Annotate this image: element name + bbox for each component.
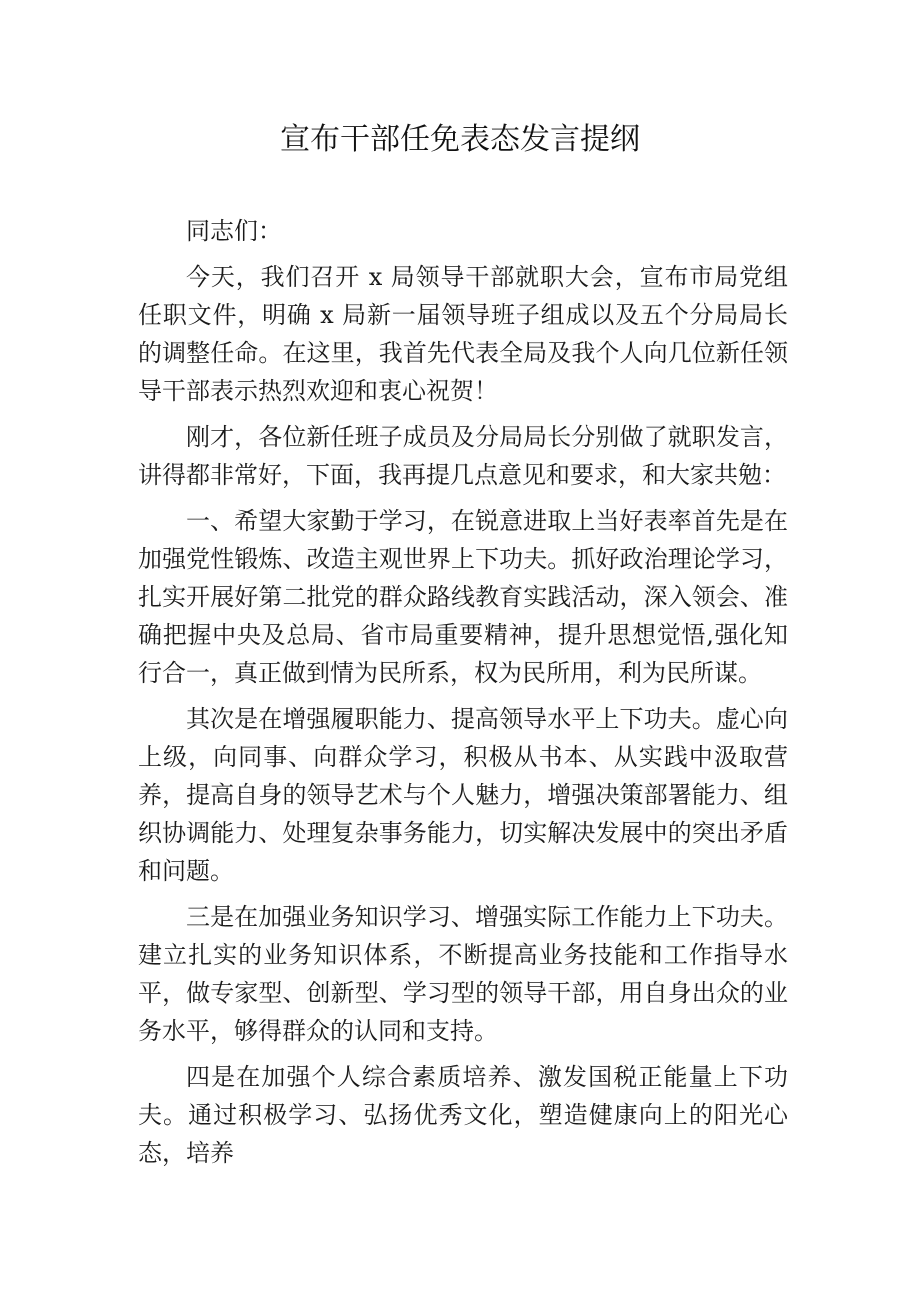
document-title: 宣布干部任免表态发言提纲 — [280, 122, 640, 157]
paragraph-point-three: 三是在加强业务知识学习、增强实际工作能力上下功夫。建立扎实的业务知识体系，不断提高业务技能和工作指导水平，做专家型、创新型、学习型的领导干部，用自身出众的业务水平，够得群众的认同和支持。 — [138, 903, 788, 1045]
paragraph-point-two: 其次是在增强履职能力、提高领导水平上下功夫。虚心向上级，向同事、向群众学习，积极从书本、从实践中汲取营养，提高自身的领导艺术与个人魅力，增强决策部署能力、组织协调能力、处理复杂事务能力，切实解决发展中的突出矛盾和问题。 — [138, 705, 788, 885]
salutation: 同志们： — [186, 217, 282, 245]
paragraph-point-four: 四是在加强个人综合素质培养、激发国税正能量上下功夫。通过积极学习、弘扬优秀文化，塑造健康向上的阳光心态，培养 — [138, 1063, 788, 1167]
paragraph-transition: 刚才，各位新任班子成员及分局局长分别做了就职发言，讲得都非常好，下面，我再提几点意见和要求，和大家共勉： — [138, 423, 788, 489]
document-body — [138, 212, 788, 1180]
paragraph-opening: 今天，我们召开 x 局领导干部就职大会，宣布市局党组任职文件，明确 x 局新一届领导班子组成以及五个分局局长的调整任命。在这里，我首先代表全局及我个人向几位新任领导干部表示热烈欢迎和衷心祝贺！ — [138, 263, 788, 405]
paragraph-point-one: 一、希望大家勤于学习，在锐意进取上当好表率首先是在加强党性锻炼、改造主观世界上下功夫。抓好政治理论学习，扎实开展好第二批党的群众路线教育实践活动，深入领会、准确把握中央及总局、省市局重要精神，提升思想觉悟,强化知行合一，真正做到情为民所系，权为民所用，利为民所谋。 — [138, 507, 788, 687]
